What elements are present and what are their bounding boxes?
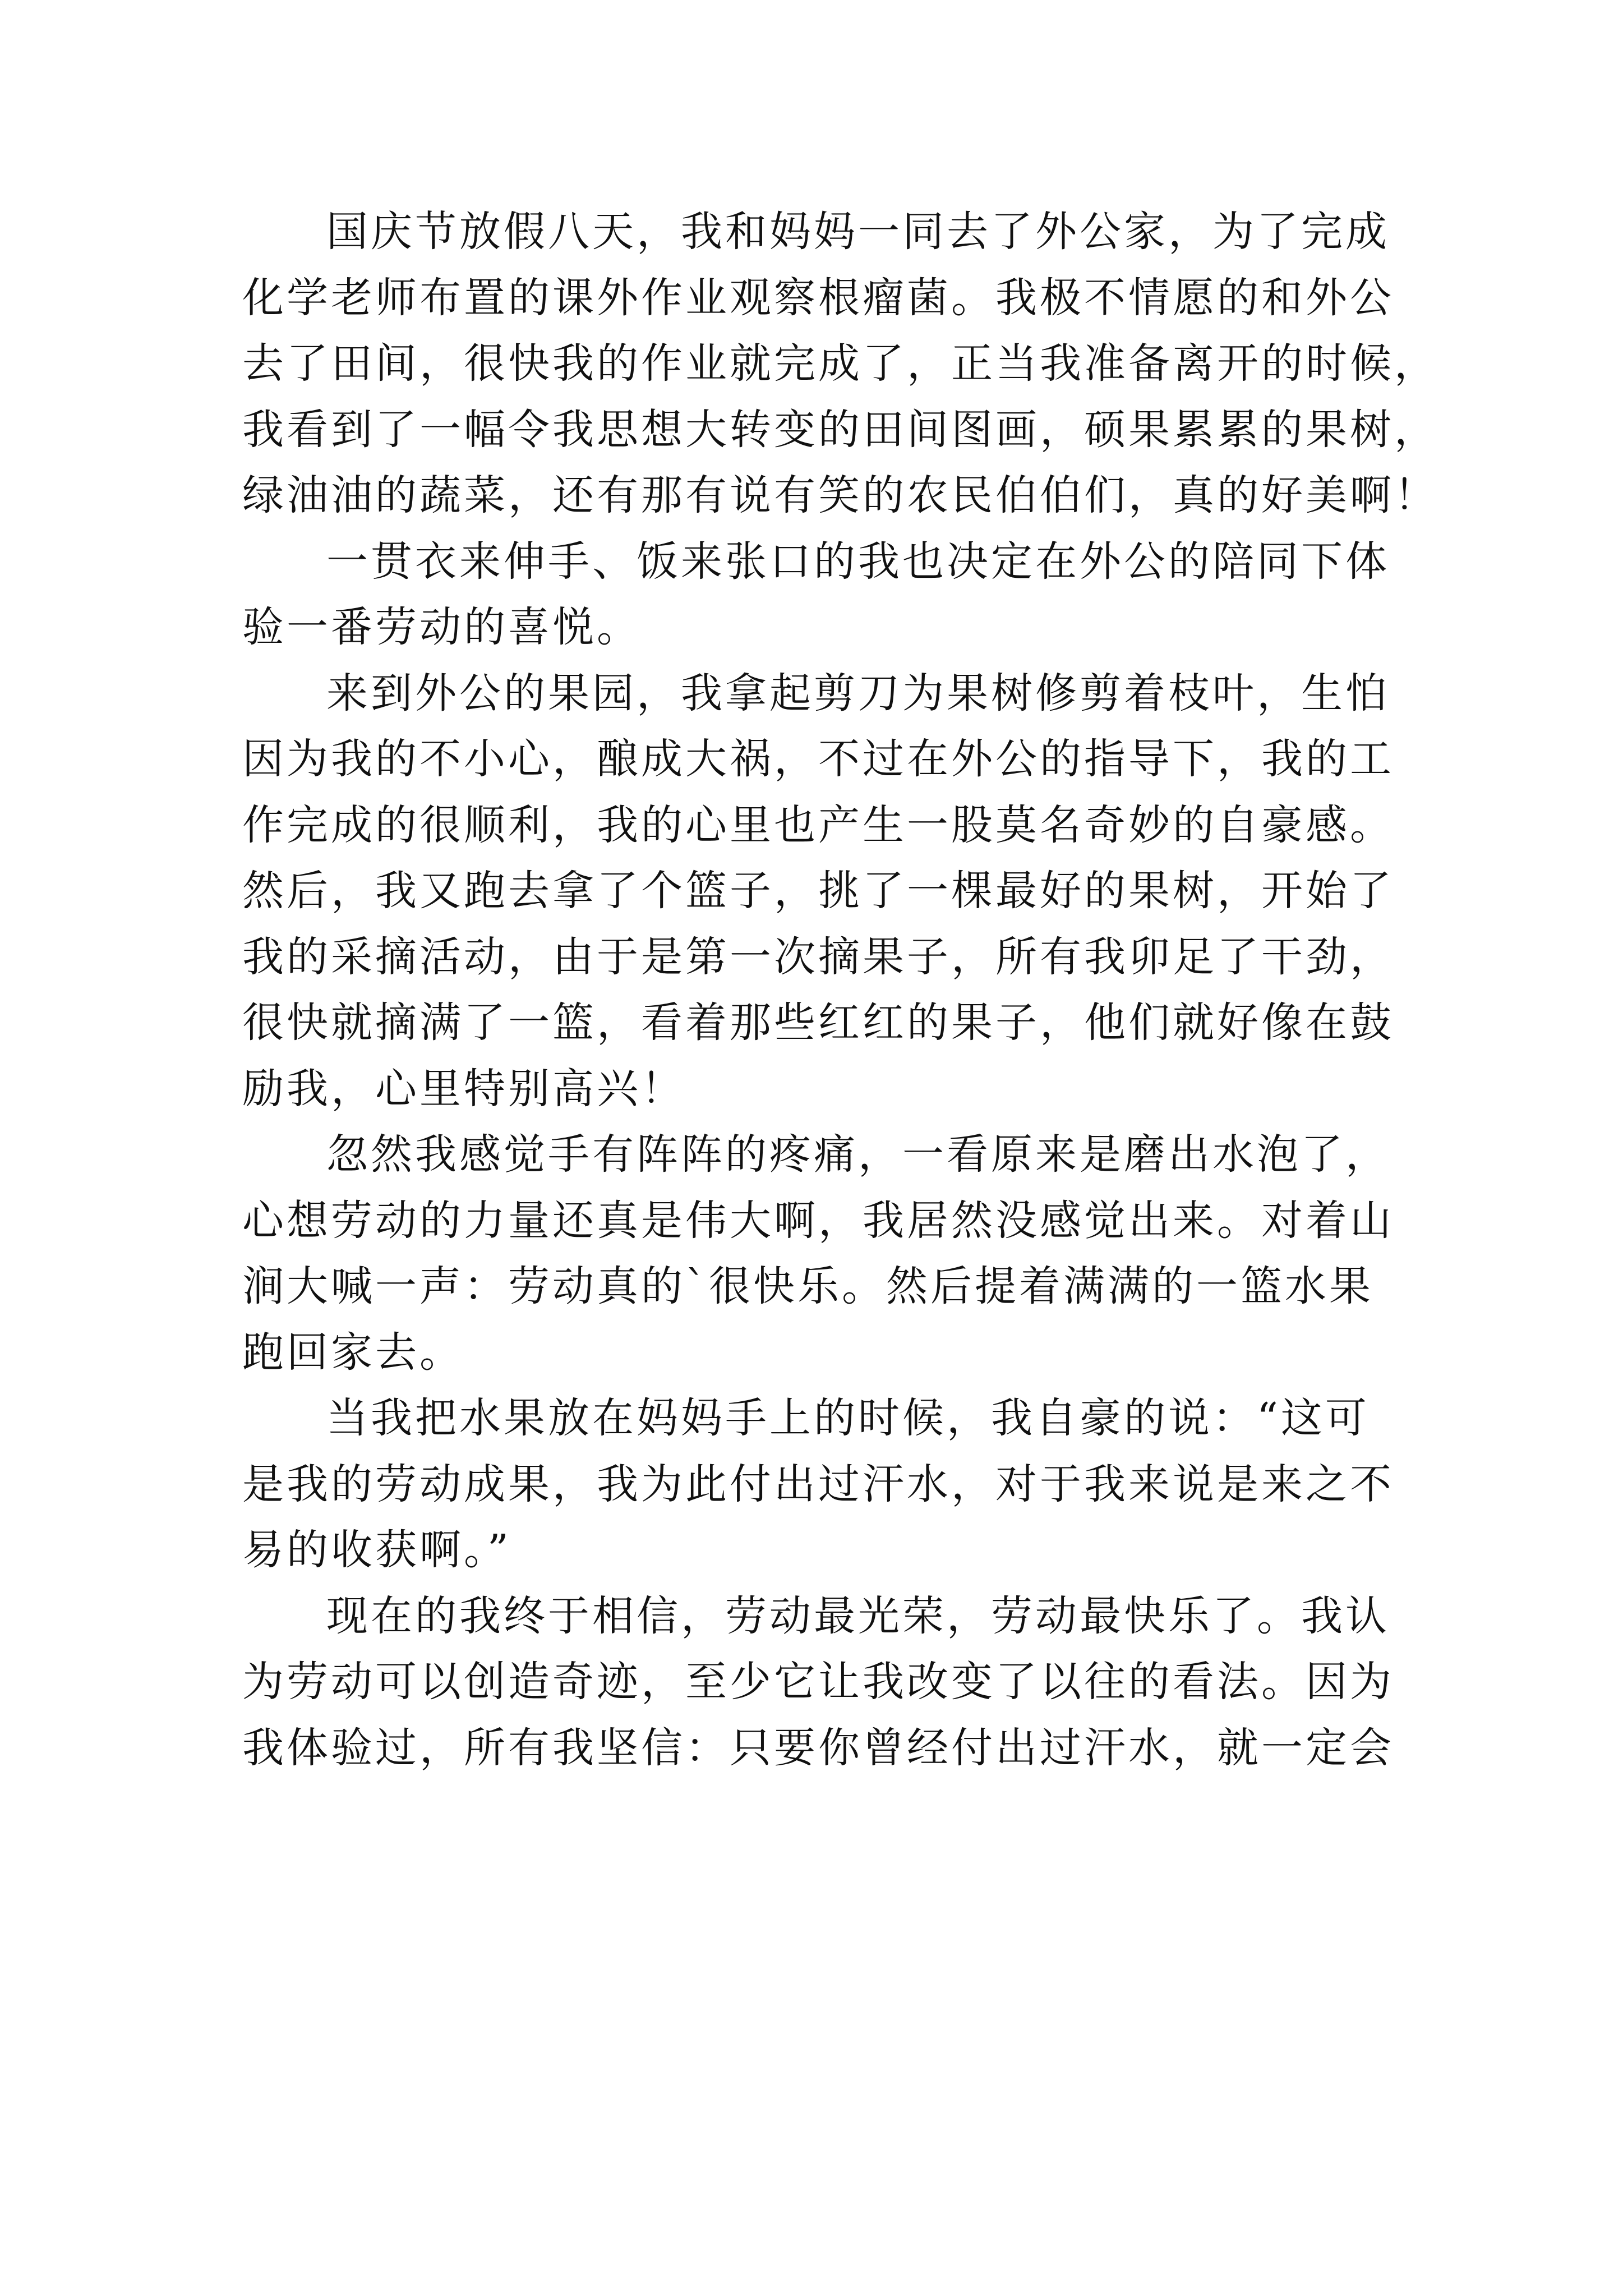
text-line: 我的采摘活动，由于是第一次摘果子，所有我卯足了干劲， bbox=[242, 932, 1394, 981]
text-line: 是我的劳动成果，我为此付出过汗水，对于我来说是来之不 bbox=[242, 1460, 1394, 1508]
text-line: 易的收获啊。” bbox=[242, 1526, 511, 1574]
paragraph-4 bbox=[242, 1122, 1392, 1386]
text-line: 励我，心里特别高兴！ bbox=[242, 1064, 685, 1113]
text-line: 因为我的不小心，酿成大祸，不过在外公的指导下，我的工 bbox=[242, 735, 1394, 783]
text-line: 忽然我感觉手有阵阵的疼痛，一看原来是磨出水泡了， bbox=[326, 1130, 1390, 1179]
text-line: 现在的我终于相信，劳动最光荣，劳动最快乐了。我认 bbox=[326, 1591, 1390, 1640]
paragraph-2 bbox=[242, 529, 1392, 661]
text-line: 化学老师布置的课外作业观察根瘤菌。我极不情愿的和外公 bbox=[242, 273, 1394, 322]
text-line: 我体验过，所有我坚信：只要你曾经付出过汗水，就一定会 bbox=[242, 1723, 1394, 1772]
paragraph-1 bbox=[242, 199, 1438, 529]
text-line: 然后，我又跑去拿了个篮子，挑了一棵最好的果树，开始了 bbox=[242, 867, 1394, 915]
text-line: 作完成的很顺利，我的心里也产生一股莫名奇妙的自豪感。 bbox=[242, 800, 1394, 849]
text-line: 来到外公的果园，我拿起剪刀为果树修剪着枝叶，生怕 bbox=[326, 669, 1390, 717]
text-line: 跑回家去。 bbox=[242, 1328, 464, 1377]
text-line: 涧大喊一声：劳动真的`很快乐。然后提着满满的一篮水果 bbox=[242, 1262, 1373, 1310]
text-line: 一贯衣来伸手、饭来张口的我也决定在外公的陪同下体 bbox=[326, 537, 1390, 586]
paragraph-6 bbox=[242, 1584, 1392, 1782]
document-body bbox=[242, 199, 1438, 1781]
text-line: 当我把水果放在妈妈手上的时候，我自豪的说：“这可 bbox=[326, 1394, 1370, 1442]
paragraph-5 bbox=[242, 1386, 1392, 1584]
text-line: 国庆节放假八天，我和妈妈一同去了外公家，为了完成 bbox=[326, 208, 1390, 256]
text-line: 绿油油的蔬菜，还有那有说有笑的农民伯伯们，真的好美啊！ bbox=[242, 471, 1438, 519]
text-line: 我看到了一幅令我思想大转变的田间图画，硕果累累的果树， bbox=[242, 405, 1438, 454]
text-line: 心想劳动的力量还真是伟大啊，我居然没感觉出来。对着山 bbox=[242, 1196, 1394, 1245]
text-line: 很快就摘满了一篮，看着那些红红的果子，他们就好像在鼓 bbox=[242, 999, 1394, 1047]
text-line: 为劳动可以创造奇迹，至少它让我改变了以往的看法。因为 bbox=[242, 1658, 1394, 1706]
text-line: 验一番劳动的喜悦。 bbox=[242, 603, 641, 651]
paragraph-3 bbox=[242, 661, 1392, 1122]
text-line: 去了田间，很快我的作业就完成了，正当我准备离开的时候， bbox=[242, 339, 1438, 388]
